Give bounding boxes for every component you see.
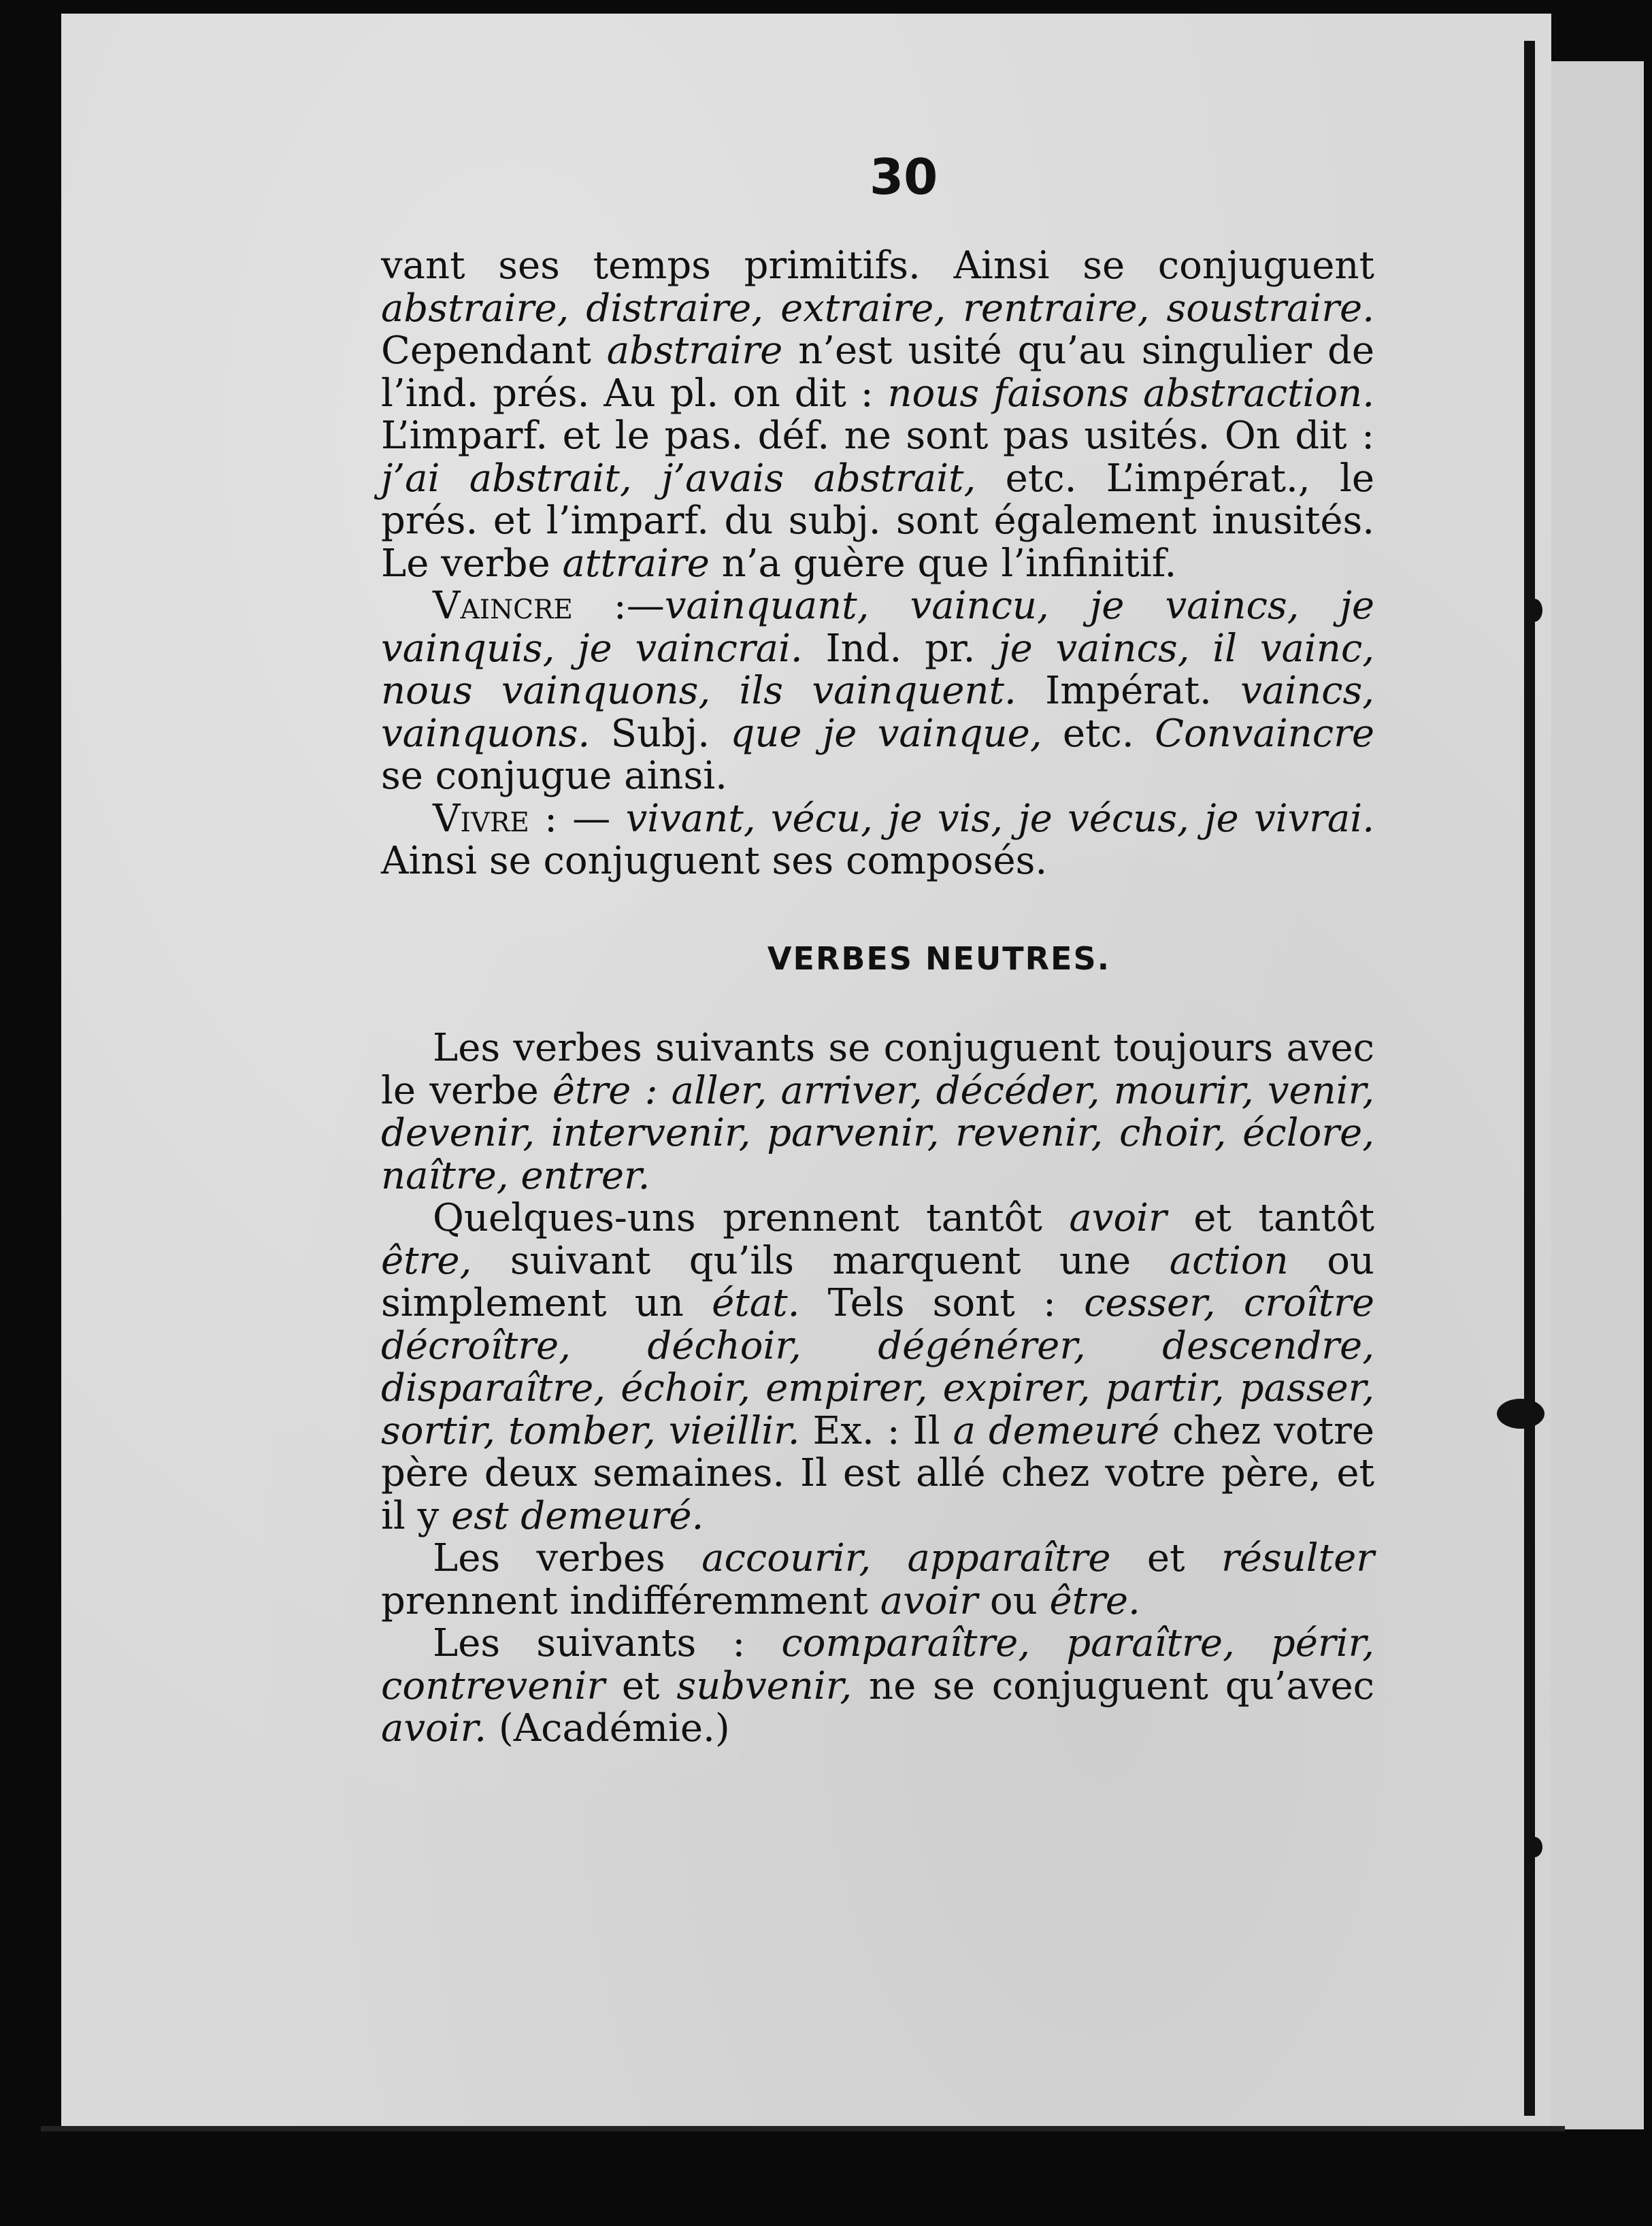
text-run: Quelques-uns prennent tantôt xyxy=(433,1196,1070,1240)
page-number: 30 xyxy=(870,148,938,205)
italic-text: avoir xyxy=(880,1578,978,1623)
text-run: :— xyxy=(572,584,665,628)
text-run: Subj. xyxy=(590,711,731,756)
italic-text: vivant, vécu, je vis, je vécus, je vivrai. xyxy=(625,796,1374,841)
text-run: suivant qu’ils marquent une xyxy=(472,1238,1170,1283)
text-run: Tels sont : xyxy=(799,1281,1085,1325)
paragraph xyxy=(381,1538,1374,1623)
italic-text: action xyxy=(1169,1238,1289,1283)
italic-text: j’ai abstrait, j’avais abstrait, xyxy=(381,456,976,501)
text-run: n’a guère que l’infinitif. xyxy=(709,541,1177,586)
italic-text: subvenir, xyxy=(676,1663,853,1708)
page-bottom-edge xyxy=(41,2126,1565,2131)
text-run: Ind. pr. xyxy=(802,626,999,671)
paragraph xyxy=(381,1027,1374,1197)
text-run: Les verbes suivants se conjuguent toujours avec le verbe xyxy=(381,1026,1374,1113)
italic-text: abstraire, distraire, extraire, rentraire, soustraire. xyxy=(381,286,1374,331)
text-run: Ainsi se conjuguent ses composés. xyxy=(381,839,1048,883)
italic-text: vaincs, vainquons. xyxy=(381,669,1374,756)
text-run: ne se conjuguent qu’avec xyxy=(852,1663,1374,1708)
text-run: Ex. : Il xyxy=(799,1408,953,1453)
italic-text: accourir, apparaître xyxy=(701,1536,1111,1580)
page-spine-shadow xyxy=(1524,41,1535,2116)
paragraph xyxy=(381,245,1374,585)
text-run: chez votre père deux semaines. Il est allé chez votre père, et il y xyxy=(381,1408,1374,1538)
italic-text: nous faisons abstraction. xyxy=(887,371,1374,416)
italic-text: est demeuré. xyxy=(451,1493,704,1538)
italic-text: être. xyxy=(1049,1578,1140,1623)
italic-text: Convaincre xyxy=(1155,711,1374,756)
text-run: n’est usité qu’au singulier de l’ind. prés. Au pl. on dit : xyxy=(381,329,1374,416)
text-run: : — xyxy=(529,796,626,841)
italic-text: attraire xyxy=(562,541,710,586)
text-run: prennent indifféremment xyxy=(381,1578,880,1623)
verb-entry-label: Vaincre xyxy=(433,584,573,628)
paragraph xyxy=(381,1197,1374,1538)
text-run: et xyxy=(1110,1536,1221,1580)
italic-text: que je vainque, xyxy=(730,711,1042,756)
text-run: Les suivants : xyxy=(433,1621,782,1665)
text-run: et xyxy=(605,1663,677,1708)
italic-text: abstraire xyxy=(606,329,783,373)
italic-text: être, xyxy=(381,1238,472,1283)
italic-text: avoir. xyxy=(381,1706,487,1750)
binding-mark xyxy=(1497,1399,1544,1429)
text-run: L’imparf. et le pas. déf. ne sont pas usités. On dit : xyxy=(381,414,1374,458)
text-run: Les verbes xyxy=(433,1536,702,1580)
text-run: etc. xyxy=(1042,711,1155,756)
paragraph xyxy=(381,1623,1374,1750)
binding-mark xyxy=(1526,599,1542,622)
text-run: ou xyxy=(978,1578,1050,1623)
italic-text: état. xyxy=(712,1281,800,1325)
text-run: et tantôt xyxy=(1166,1196,1374,1240)
italic-text: a demeuré xyxy=(953,1408,1160,1453)
italic-text: avoir xyxy=(1069,1196,1167,1240)
text-run: vant ses temps primitifs. Ainsi se conjuguent xyxy=(381,244,1374,288)
section-heading: VERBES NEUTRES. xyxy=(767,940,1111,977)
text-run: etc. L’impérat., le prés. et l’imparf. du subj. sont également inusités. Le verbe xyxy=(381,456,1374,586)
facing-page-edge xyxy=(1535,61,1644,2129)
italic-text: vainquant, vaincu, je vaincs, je vainquis, je vaincrai. xyxy=(381,584,1374,671)
body-text xyxy=(381,245,1374,1750)
verb-entry-label: Vivre xyxy=(433,796,529,841)
text-run: (Académie.) xyxy=(486,1706,730,1750)
italic-text: être : aller, arriver, décéder, mourir, venir, devenir, intervenir, parvenir, revenir, choir, éclore, naître, entrer. xyxy=(381,1068,1374,1198)
italic-text: résulter xyxy=(1221,1536,1374,1580)
text-run: Impérat. xyxy=(1016,669,1241,713)
text-run: se conjugue ainsi. xyxy=(381,754,727,798)
text-run: Cependant xyxy=(381,329,607,373)
paragraph xyxy=(381,798,1374,883)
italic-text: comparaître, paraître, périr, contrevenir xyxy=(381,1621,1374,1708)
text-run: ou simplement un xyxy=(381,1238,1374,1325)
binding-mark xyxy=(1526,1837,1542,1857)
paragraph xyxy=(381,585,1374,798)
italic-text: je vaincs, il vainc, nous vainquons, ils vainquent. xyxy=(381,626,1374,713)
italic-text: cesser, croître décroître, déchoir, dégénérer, descendre, disparaître, échoir, empirer, expirer, partir, passer, sortir, tomber, vieillir. xyxy=(381,1281,1375,1453)
